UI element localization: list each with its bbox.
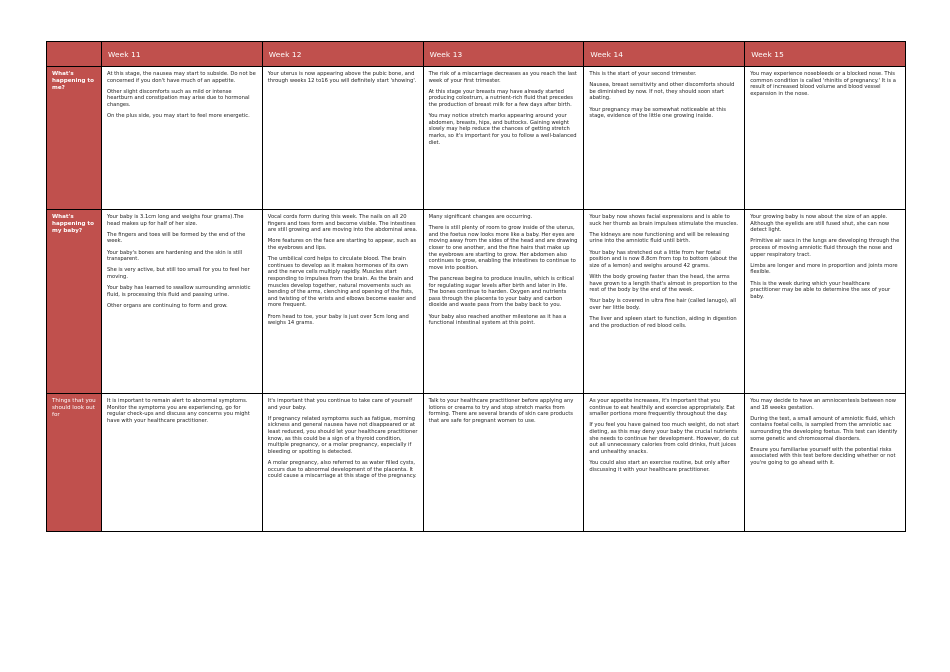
cell-paragraph: Your baby now shows facial expressions and is able to suck her thumb as brain impulses stimulate the muscles. — [589, 214, 739, 227]
table-cell — [262, 210, 423, 394]
cell-paragraph: Many significant changes are occurring. — [428, 214, 533, 220]
cell-paragraph: Your baby's bones are hardening and the skin is still transparent. — [107, 249, 243, 263]
cell-paragraph: The umbilical cord helps to circulate blood. The brain continues to develop as it makes hormones of its own and the nerve cells multiply rapidly. Muscles start responding to impulses from the brain. As the brain and muscles develop together, natural movements such as bending of the arms, clenching and opening of the fists, and twisting of the wrists and elbows become easier and more frequent. — [267, 256, 416, 309]
corner-header — [47, 42, 102, 67]
cell-paragraph: Ensure you familiarise yourself with the potential risks associated with this test before deciding whether or not you're going to go ahead with it. — [750, 446, 896, 466]
cell-paragraph: With the body growing faster than the head, the arms have grown to a length that's almost in proportion to the rest of the body by the end of the week. — [589, 273, 738, 294]
cell-paragraph: At this stage your breasts may have already started producing colostrum, a nutrient-rich fluid that precedes the production of breast milk for a few days after birth. — [428, 88, 573, 108]
week-header: Week 11 — [102, 42, 263, 67]
cell-paragraph: She is very active, but still too small for you to feel her moving. — [107, 267, 250, 280]
week-header: Week 15 — [745, 42, 906, 67]
cell-paragraph: Your baby has learned to swallow surrounding amniotic fluid, is processing this fluid and passing urine. — [107, 285, 251, 298]
cell-paragraph: Primitive air sacs in the lungs are developing through the process of moving amniotic fluid through the nose and upper respiratory tract. — [750, 238, 900, 258]
cell-paragraph: You could also start an exercise routine, but only after discussing it with your healthcare practitioner. — [589, 459, 730, 473]
table-cell — [745, 210, 906, 394]
cell-paragraph: Nausea, breast sensitivity and other discomforts should be diminished by now. If not, they should soon start abating. — [589, 82, 735, 102]
table-cell — [584, 394, 745, 532]
cell-paragraph: It's important that you continue to take care of yourself and your baby. — [267, 398, 413, 411]
row-label: What's happening to my baby? — [47, 210, 102, 394]
cell-paragraph: If pregnancy related symptoms such as fatigue, morning sickness and general nausea have not disappeared or at least reduced, you should let your healthcare practitioner know, as this could be a sign of a thyroid condition, multiple pregnancy, or a molar pregnancy, especially if bleeding or spotting is detected. — [267, 415, 418, 455]
cell-paragraph: If you feel you have gained too much weight, do not start dieting, as this may deny your baby the crucial nutrients she needs to continue her development. However, do cut out all unnecessary calories from cold drinks, fruit juices and unhealthy snacks. — [589, 422, 740, 455]
cell-paragraph: A molar pregnancy, also referred to as water filled cysts, occurs due to abnormal development of the placenta. It could cause a miscarriage at this stage of the pregnancy. — [267, 459, 417, 480]
cell-paragraph: The risk of a miscarriage decreases as you reach the last week of your first trimester. — [428, 71, 577, 84]
table-cell — [262, 67, 423, 210]
table-cell — [102, 394, 263, 532]
cell-paragraph: From head to toe, your baby is just over 5cm long and weighs 14 grams. — [267, 313, 409, 327]
header-row — [47, 42, 906, 67]
cell-paragraph: Your baby is covered in ultra fine hair (called lanugo), all over her little body. — [589, 298, 737, 311]
pregnancy-week-table — [46, 41, 906, 532]
cell-paragraph: As your appetite increases, it's important that you continue to eat healthily and exercise appropriately. Eat smaller portions more frequently throughout the day. — [589, 398, 735, 418]
row-happening-to-baby — [47, 210, 906, 394]
row-label: What's happening to me? — [47, 67, 102, 210]
cell-paragraph: Talk to your healthcare practitioner before applying any lotions or creams to try and stop stretch marks from forming. There are several brands of skin care products that are safe for pregnant women to use. — [428, 398, 574, 424]
table-cell — [745, 394, 906, 532]
cell-paragraph: This is the start of your second trimester. — [589, 71, 697, 77]
cell-paragraph: At this stage, the nausea may start to subside. Do not be concerned if you don't have much of an appetite. — [107, 71, 256, 84]
cell-paragraph: There is still plenty of room to grow inside of the uterus, and the foetus now looks more like a baby. Her eyes are moving away from the sides of the head and are drawing closer to one another, and the fine hairs that make up the eyebrows are starting to grow. Her abdomen also continues to grow, enabling the intestines to continue to move into position. — [428, 225, 578, 271]
cell-paragraph: Your baby also reached another milestone as it has a functional intestinal system at this point. — [428, 313, 567, 327]
table-cell — [423, 394, 584, 532]
cell-paragraph: The fingers and toes will be formed by the end of the week. — [107, 231, 246, 245]
cell-paragraph: The kidneys are now functioning and will be releasing urine into the amniotic fluid until birth. — [589, 231, 730, 245]
table-cell — [262, 394, 423, 532]
cell-paragraph: Your growing baby is now about the size of an apple. Although the eyelids are still fused shut, she can now detect light. — [750, 214, 890, 234]
cell-paragraph: This is the week during which your healthcare practitioner may be able to determine the sex of your baby. — [750, 280, 891, 300]
cell-paragraph: The pancreas begins to produce insulin, which is critical for regulating sugar levels after birth and later in life. The bones continue to harden. Oxygen and nutrients pass through the placenta to your baby and carbon dioxide and waste pass from the baby back to you. — [428, 275, 574, 309]
table-cell — [102, 67, 263, 210]
cell-paragraph: Your uterus is now appearing above the pubic bone, and through weeks 12 to16 you will definitely start 'showing'. — [267, 71, 417, 84]
table-cell — [423, 210, 584, 394]
cell-paragraph: Your pregnancy may be somewhat noticeable at this stage, evidence of the little one growing inside. — [589, 106, 726, 120]
week-header: Week 12 — [262, 42, 423, 67]
cell-paragraph: Vocal cords form during this week. The nails on all 20 fingers and toes form and become visible. The intestines are still growing and are moving into the abdominal area. — [267, 214, 418, 234]
row-happening-to-me — [47, 67, 906, 210]
cell-paragraph: Your baby is 3.1cm long and weighs four grams).The head makes up for half of her size. — [107, 214, 244, 227]
cell-paragraph: The liver and spleen start to function, aiding in digestion and the production of red blood cells. — [589, 316, 737, 329]
cell-paragraph: You may experience nosebleeds or a blocked nose. This common condition is called 'rhinitis of pregnancy.' It is a result of increased blood volume and blood vessel expansion in the nose. — [750, 71, 896, 97]
cell-paragraph: On the plus side, you may start to feel more energetic. — [107, 113, 250, 120]
row-look-out-for — [47, 394, 906, 532]
table-cell — [102, 210, 263, 394]
table-cell — [745, 67, 906, 210]
table-cell — [584, 67, 745, 210]
row-label: Things that you should look out for — [47, 394, 102, 532]
cell-paragraph: Limbs are longer and more in proportion and joints more flexible. — [750, 262, 898, 276]
cell-paragraph: Other organs are continuing to form and grow. — [107, 302, 228, 309]
cell-paragraph: Other slight discomforts such as mild or intense heartburn and constipation may arise due to hormonal changes. — [107, 88, 250, 108]
week-header: Week 13 — [423, 42, 584, 67]
table-cell — [584, 210, 745, 394]
cell-paragraph: Your baby has stretched out a little from her foetal position and is now 8.8cm from top to bottom (about the size of a lemon) and weighs around 42 grams. — [589, 249, 738, 269]
table-cell — [423, 67, 584, 210]
cell-paragraph: During the test, a small amount of amniotic fluid, which contains foetal cells, is sampled from the amniotic sac surrounding the developing foetus. This test can identify some genetic and chromosomal disorders. — [750, 415, 898, 442]
cell-paragraph: You may decide to have an amniocentesis between now and 18 weeks gestation. — [750, 398, 896, 411]
cell-paragraph: More features on the face are starting to appear, such as the eyebrows and lips. — [267, 238, 417, 251]
cell-paragraph: It is important to remain alert to abnormal symptoms. Monitor the symptoms you are experiencing, go for regular check-ups and discuss any concerns you might have with your healthcare practitioner. — [107, 398, 250, 424]
cell-paragraph: You may notice stretch marks appearing around your abdomen, breasts, hips, and buttocks. Gaining weight slowly may help reduce the chances of getting stretch marks, so it's important for you to follow a well-balanced diet. — [428, 113, 577, 146]
week-header: Week 14 — [584, 42, 745, 67]
